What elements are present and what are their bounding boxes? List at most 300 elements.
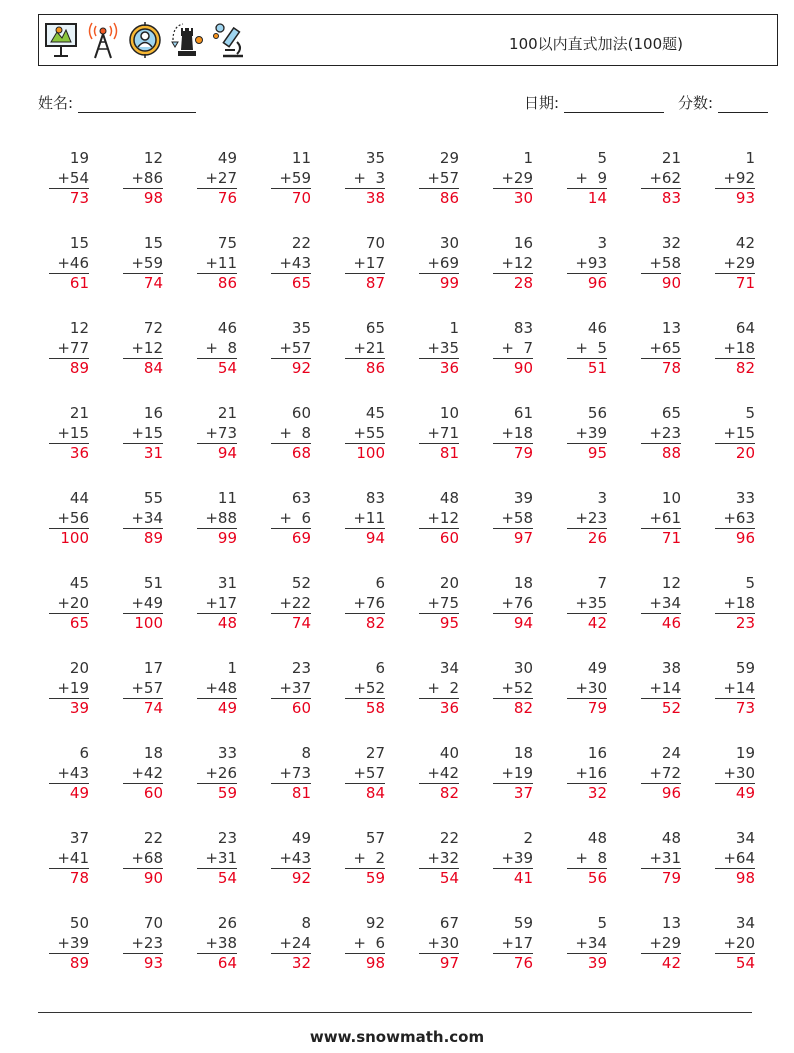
plus-sign: + (575, 848, 598, 867)
addend-bottom-value: 18 (735, 593, 755, 612)
addend-bottom (493, 849, 533, 869)
addend-top: 8 (301, 914, 311, 932)
plus-sign: + (131, 763, 144, 782)
addend-top: 44 (69, 489, 89, 507)
addend-bottom (271, 339, 311, 359)
answer: 41 (513, 869, 533, 887)
addition-problem (271, 149, 311, 208)
addend-top: 26 (217, 914, 237, 932)
addition-problem (419, 234, 459, 293)
addend-bottom (641, 169, 681, 189)
addend-bottom (641, 594, 681, 614)
addend-bottom (493, 594, 533, 614)
addend-top: 48 (661, 829, 681, 847)
addend-bottom (567, 169, 607, 189)
addend-bottom (123, 849, 163, 869)
addend-bottom-value: 59 (291, 168, 311, 187)
addend-bottom-value: 43 (291, 848, 311, 867)
addend-bottom-value: 73 (217, 423, 237, 442)
addend-top: 65 (661, 404, 681, 422)
addend-bottom (419, 679, 459, 699)
addend-bottom-value: 7 (523, 338, 533, 357)
answer: 90 (661, 274, 681, 292)
plus-sign: + (353, 253, 366, 272)
addend-bottom-value: 6 (301, 508, 311, 527)
plus-sign: + (723, 168, 736, 187)
addend-bottom-value: 30 (735, 763, 755, 782)
plus-sign: + (57, 338, 70, 357)
answer: 69 (291, 529, 311, 547)
answer: 42 (587, 614, 607, 632)
addend-bottom (567, 254, 607, 274)
addend-top: 65 (365, 319, 385, 337)
answer: 39 (69, 699, 89, 717)
addend-bottom (641, 254, 681, 274)
addend-bottom (271, 679, 311, 699)
addend-bottom-value: 24 (291, 933, 311, 952)
addition-problem (715, 744, 755, 803)
addend-top: 27 (365, 744, 385, 762)
addend-top: 5 (745, 574, 755, 592)
addition-problem (715, 574, 755, 633)
addition-problem (493, 489, 533, 548)
addend-top: 46 (217, 319, 237, 337)
addend-bottom-value: 17 (217, 593, 237, 612)
answer: 71 (735, 274, 755, 292)
addition-problem (123, 829, 163, 888)
addend-bottom (715, 679, 755, 699)
addend-bottom (715, 254, 755, 274)
answer: 76 (217, 189, 237, 207)
addition-problem (493, 574, 533, 633)
answer: 90 (143, 869, 163, 887)
addend-bottom-value: 5 (597, 338, 607, 357)
addend-bottom-value: 11 (365, 508, 385, 527)
plus-sign: + (353, 848, 376, 867)
addition-problem (123, 744, 163, 803)
plus-sign: + (279, 423, 302, 442)
addend-top: 6 (79, 744, 89, 762)
addend-bottom (271, 509, 311, 529)
answer: 94 (217, 444, 237, 462)
addend-bottom-value: 52 (365, 678, 385, 697)
addend-bottom-value: 46 (69, 253, 89, 272)
plus-sign: + (575, 168, 598, 187)
addend-top: 38 (661, 659, 681, 677)
addition-problem (197, 234, 237, 293)
answer: 52 (661, 699, 681, 717)
answer: 84 (143, 359, 163, 377)
plus-sign: + (723, 848, 736, 867)
answer: 86 (217, 274, 237, 292)
addend-bottom-value: 8 (227, 338, 237, 357)
addend-bottom (419, 169, 459, 189)
plus-sign: + (501, 508, 514, 527)
addition-problem (641, 914, 681, 973)
addend-top: 19 (69, 149, 89, 167)
addend-bottom (49, 339, 89, 359)
addend-bottom-value: 12 (439, 508, 459, 527)
answer: 82 (439, 784, 459, 802)
addition-problem (419, 149, 459, 208)
plus-sign: + (57, 933, 70, 952)
addition-problem (493, 404, 533, 463)
plus-sign: + (57, 423, 70, 442)
addition-problem (271, 234, 311, 293)
plus-sign: + (57, 848, 70, 867)
addend-bottom-value: 2 (449, 678, 459, 697)
addend-bottom-value: 19 (513, 763, 533, 782)
answer: 96 (661, 784, 681, 802)
answer: 74 (291, 614, 311, 632)
addition-problem (197, 744, 237, 803)
addend-top: 20 (439, 574, 459, 592)
addition-problem (345, 829, 385, 888)
addend-top: 45 (365, 404, 385, 422)
plus-sign: + (131, 593, 144, 612)
addition-problem (123, 659, 163, 718)
addend-top: 51 (143, 574, 163, 592)
addend-bottom (567, 509, 607, 529)
addend-bottom-value: 57 (291, 338, 311, 357)
addend-bottom-value: 34 (143, 508, 163, 527)
addend-top: 20 (69, 659, 89, 677)
answer: 32 (587, 784, 607, 802)
addition-problem (641, 404, 681, 463)
addend-bottom-value: 31 (217, 848, 237, 867)
answer: 36 (69, 444, 89, 462)
answer: 49 (735, 784, 755, 802)
addition-problem (197, 659, 237, 718)
addend-bottom (197, 424, 237, 444)
addend-top: 11 (291, 149, 311, 167)
addition-problem (567, 404, 607, 463)
plus-sign: + (427, 508, 440, 527)
addend-bottom-value: 42 (143, 763, 163, 782)
name-label: 姓名: (38, 94, 74, 112)
plus-sign: + (575, 423, 588, 442)
addend-bottom-value: 71 (439, 423, 459, 442)
plus-sign: + (131, 678, 144, 697)
date-field (524, 92, 664, 113)
plus-sign: + (57, 678, 70, 697)
addend-bottom (345, 169, 385, 189)
addend-bottom (567, 339, 607, 359)
addition-problem (271, 489, 311, 548)
plus-sign: + (205, 253, 218, 272)
answer: 20 (735, 444, 755, 462)
plus-sign: + (57, 593, 70, 612)
plus-sign: + (575, 508, 588, 527)
addend-bottom (123, 934, 163, 954)
addend-top: 70 (143, 914, 163, 932)
addend-bottom (123, 764, 163, 784)
answer: 38 (365, 189, 385, 207)
plus-sign: + (649, 423, 662, 442)
answer: 100 (356, 444, 385, 462)
plus-sign: + (501, 933, 514, 952)
addend-bottom (197, 764, 237, 784)
answer: 94 (513, 614, 533, 632)
addend-top: 21 (69, 404, 89, 422)
answer: 83 (661, 189, 681, 207)
addend-top: 30 (439, 234, 459, 252)
answer: 97 (439, 954, 459, 972)
addend-bottom-value: 41 (69, 848, 89, 867)
answer: 49 (217, 699, 237, 717)
answer: 99 (439, 274, 459, 292)
addend-bottom (419, 764, 459, 784)
addend-bottom (641, 339, 681, 359)
addition-problem (49, 659, 89, 718)
addition-problem (567, 914, 607, 973)
addend-bottom-value: 75 (439, 593, 459, 612)
answer: 61 (69, 274, 89, 292)
plus-sign: + (205, 763, 218, 782)
addend-bottom-value: 15 (143, 423, 163, 442)
addend-bottom-value: 73 (291, 763, 311, 782)
plus-sign: + (501, 678, 514, 697)
addend-bottom (49, 679, 89, 699)
addend-bottom-value: 2 (375, 848, 385, 867)
addition-problem (715, 489, 755, 548)
addend-bottom (123, 339, 163, 359)
addend-top: 35 (365, 149, 385, 167)
addend-bottom (493, 679, 533, 699)
plus-sign: + (575, 338, 598, 357)
score-field (678, 92, 768, 113)
addition-problem (715, 319, 755, 378)
plus-sign: + (723, 763, 736, 782)
answer: 86 (365, 359, 385, 377)
addend-top: 83 (365, 489, 385, 507)
addend-bottom (345, 849, 385, 869)
answer: 95 (439, 614, 459, 632)
addend-bottom-value: 86 (143, 168, 163, 187)
addend-bottom-value: 18 (735, 338, 755, 357)
answer: 100 (134, 614, 163, 632)
addend-top: 21 (217, 404, 237, 422)
addend-bottom-value: 39 (69, 933, 89, 952)
answer: 59 (217, 784, 237, 802)
addend-bottom (715, 339, 755, 359)
addend-bottom-value: 30 (439, 933, 459, 952)
addend-bottom (49, 934, 89, 954)
addition-problem (123, 319, 163, 378)
addend-bottom-value: 92 (735, 168, 755, 187)
addend-bottom (493, 509, 533, 529)
plus-sign: + (427, 338, 440, 357)
addend-top: 22 (439, 829, 459, 847)
addition-problem (419, 914, 459, 973)
addend-bottom (419, 339, 459, 359)
plus-sign: + (427, 933, 440, 952)
plus-sign: + (649, 678, 662, 697)
answer: 26 (587, 529, 607, 547)
answer: 42 (661, 954, 681, 972)
addition-problem (567, 574, 607, 633)
addend-top: 46 (587, 319, 607, 337)
addend-bottom (493, 169, 533, 189)
addend-bottom (641, 679, 681, 699)
addend-bottom (345, 424, 385, 444)
answer: 73 (69, 189, 89, 207)
addend-bottom-value: 34 (661, 593, 681, 612)
answer: 73 (735, 699, 755, 717)
answer: 87 (365, 274, 385, 292)
addition-problem (197, 404, 237, 463)
addend-bottom-value: 21 (365, 338, 385, 357)
answer: 37 (513, 784, 533, 802)
answer: 54 (217, 869, 237, 887)
addend-bottom (493, 764, 533, 784)
plus-sign: + (723, 253, 736, 272)
addend-top: 67 (439, 914, 459, 932)
answer: 81 (291, 784, 311, 802)
addend-top: 12 (69, 319, 89, 337)
score-label: 分数: (678, 94, 714, 112)
addend-bottom (197, 679, 237, 699)
addend-bottom-value: 26 (217, 763, 237, 782)
plus-sign: + (279, 508, 302, 527)
plus-sign: + (131, 933, 144, 952)
addend-bottom-value: 22 (291, 593, 311, 612)
addend-top: 3 (597, 489, 607, 507)
addition-problem (567, 319, 607, 378)
addend-top: 18 (513, 744, 533, 762)
addend-top: 12 (661, 574, 681, 592)
addition-problem (419, 829, 459, 888)
addend-bottom (715, 594, 755, 614)
addend-bottom-value: 64 (735, 848, 755, 867)
answer: 95 (587, 444, 607, 462)
addition-problem (271, 574, 311, 633)
addend-bottom-value: 76 (513, 593, 533, 612)
plus-sign: + (279, 933, 292, 952)
addend-bottom (567, 764, 607, 784)
addend-bottom-value: 61 (661, 508, 681, 527)
name-blank (78, 98, 196, 113)
answer: 58 (365, 699, 385, 717)
presentation-board-icon (43, 20, 79, 60)
addend-bottom (419, 254, 459, 274)
plus-sign: + (131, 848, 144, 867)
addition-problem (49, 829, 89, 888)
addend-bottom-value: 68 (143, 848, 163, 867)
addend-bottom-value: 48 (217, 678, 237, 697)
addend-bottom (641, 849, 681, 869)
addend-bottom (49, 849, 89, 869)
answer: 30 (513, 189, 533, 207)
plus-sign: + (279, 338, 292, 357)
addend-bottom (271, 254, 311, 274)
addend-bottom-value: 29 (513, 168, 533, 187)
plus-sign: + (501, 593, 514, 612)
addend-top: 45 (69, 574, 89, 592)
addend-bottom-value: 23 (587, 508, 607, 527)
header-icons (43, 20, 247, 62)
addend-top: 6 (375, 574, 385, 592)
addition-problem (197, 574, 237, 633)
answer: 93 (735, 189, 755, 207)
radio-tower-icon (85, 20, 121, 60)
addend-top: 15 (143, 234, 163, 252)
addend-bottom (419, 934, 459, 954)
addend-bottom-value: 31 (661, 848, 681, 867)
plus-sign: + (501, 848, 514, 867)
answer: 60 (143, 784, 163, 802)
addend-top: 48 (587, 829, 607, 847)
addend-bottom-value: 62 (661, 168, 681, 187)
answer: 76 (513, 954, 533, 972)
answer: 97 (513, 529, 533, 547)
addend-top: 42 (735, 234, 755, 252)
addition-problem (419, 659, 459, 718)
addend-top: 33 (217, 744, 237, 762)
addend-bottom (49, 169, 89, 189)
addition-problem (493, 149, 533, 208)
answer: 88 (661, 444, 681, 462)
answer: 92 (291, 869, 311, 887)
addend-bottom (493, 254, 533, 274)
addend-top: 34 (735, 829, 755, 847)
plus-sign: + (649, 763, 662, 782)
chess-rook-icon (169, 20, 205, 60)
addition-problem (345, 404, 385, 463)
addend-bottom-value: 19 (69, 678, 89, 697)
addend-bottom-value: 32 (439, 848, 459, 867)
plus-sign: + (501, 338, 524, 357)
addend-top: 59 (513, 914, 533, 932)
addend-top: 57 (365, 829, 385, 847)
addend-bottom (271, 169, 311, 189)
plus-sign: + (57, 508, 70, 527)
answer: 59 (365, 869, 385, 887)
plus-sign: + (575, 253, 588, 272)
addend-bottom-value: 27 (217, 168, 237, 187)
plus-sign: + (575, 933, 588, 952)
plus-sign: + (353, 168, 376, 187)
addend-bottom (49, 509, 89, 529)
plus-sign: + (279, 168, 292, 187)
answer: 70 (291, 189, 311, 207)
addend-bottom (49, 764, 89, 784)
addend-bottom-value: 55 (365, 423, 385, 442)
addend-top: 23 (291, 659, 311, 677)
addend-top: 48 (439, 489, 459, 507)
addend-top: 11 (217, 489, 237, 507)
addition-problem (49, 744, 89, 803)
addend-top: 16 (587, 744, 607, 762)
addition-problem (641, 574, 681, 633)
addition-problem (49, 404, 89, 463)
addition-problem (567, 659, 607, 718)
answer: 81 (439, 444, 459, 462)
addend-top: 12 (143, 149, 163, 167)
answer: 82 (513, 699, 533, 717)
plus-sign: + (353, 593, 366, 612)
addition-problem (345, 319, 385, 378)
addition-problem (567, 489, 607, 548)
addition-problem (493, 659, 533, 718)
plus-sign: + (501, 763, 514, 782)
addend-top: 83 (513, 319, 533, 337)
plus-sign: + (723, 338, 736, 357)
addend-bottom-value: 17 (513, 933, 533, 952)
addend-bottom-value: 15 (735, 423, 755, 442)
addend-bottom (567, 849, 607, 869)
answer: 93 (143, 954, 163, 972)
